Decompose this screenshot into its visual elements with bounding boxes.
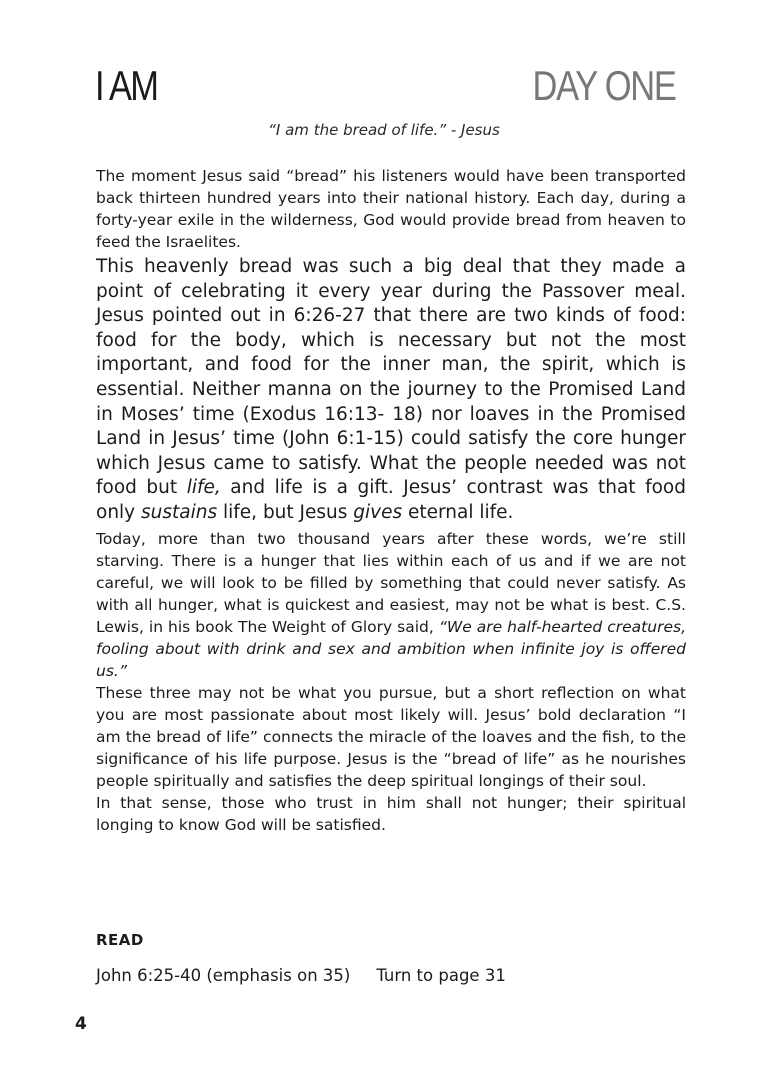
paragraph-1: The moment Jesus said “bread” his listeners would have been transported back thirteen hundred years into their national history. Each day, during a forty-year exile in the wilderness, God would provide bread from heaven to feed the Israelites. [96,167,686,251]
paragraph-2-emphasis-life: life, [186,477,221,499]
read-line [96,966,506,985]
page-title: I AM [95,62,158,109]
read-passage: John 6:25-40 (emphasis on 35) [96,966,351,985]
paragraph-3-quote: “We are half-hearted creatures, fooling about with drink and sex and ambition when infinite joy is offered us.” [96,617,686,680]
body-text [96,165,686,836]
read-turn-to-page: Turn to page 31 [376,966,506,985]
paragraph-5: In that sense, those who trust in him shall not hunger; their spiritual longing to know God will be satisfied. [96,793,686,834]
paragraph-3 [96,528,686,682]
paragraph-2-emphasis-sustains: sustains [141,501,218,523]
read-heading: READ [96,931,144,949]
paragraph-2 [96,255,686,526]
paragraph-3-text: Today, more than two thousand years after these words, we’re still starving. There is a hunger that lies within each of us and if we are not careful, we will look to be filled by something that could never satisfy. As with all hunger, what is quickest and easiest, may not be what is best. C.S. Lewis, in his book The Weight of Glory said, [96,529,686,636]
paragraph-2-emphasis-gives: gives [353,501,403,523]
paragraph-2-text-e: life, but Jesus [217,501,354,523]
paragraph-2-text-c: and life is a gift. Jesus’ contrast was that food only [96,477,686,523]
paragraph-2-text-g: eternal life. [402,501,514,523]
page-number: 4 [75,1014,87,1034]
paragraph-2-text-a: This heavenly bread was such a big deal that they made a point of celebrating it every year during the Passover meal. Jesus pointed out in 6:26-27 that there are two kinds of food: food for the body, which is necessary but not the most important, and food for the inner man, the spirit, which is essential. Neither manna on the journey to the Promised Land in Moses’ time (Exodus 16:13- 18) nor loaves in the Promised Land in Jesus’ time (John 6:1-15) could satisfy the core hunger which Jesus came to satisfy. What the people needed was not food but [96,256,686,499]
paragraph-4: These three may not be what you pursue, but a short reflection on what you are most passionate about most likely will. Jesus’ bold declaration “I am the bread of life” connects the miracle of the loaves and the fish, to the significance of his life purpose. Jesus is the “bread of life” as he nourishes people spiritually and satisfies the deep spiritual longings of their soul. [96,683,686,790]
day-label: DAY ONE [532,62,676,109]
epigraph: “I am the bread of life.” - Jesus [268,121,500,139]
